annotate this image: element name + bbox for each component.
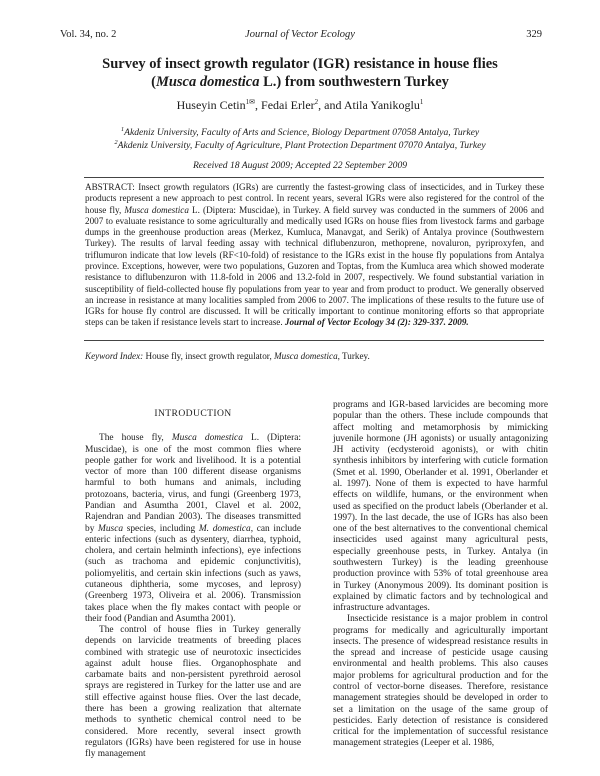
abstract-top-rule (84, 177, 544, 178)
title-species: Musca domestica (155, 74, 260, 90)
title-line-1: Survey of insect growth regulator (IGR) resistance in house flies (102, 56, 498, 72)
keyword-index: Keyword Index: House fly, insect growth regulator, Musca domestica, Turkey. (85, 351, 370, 361)
affiliation-1: $^1$Akdeniz University, Faculty of Arts and Science, Biology Department 07058 Antalya, Turkey (120, 126, 480, 139)
left-column (85, 408, 301, 760)
received-accepted-dates: Received 18 August 2009; Accepted 22 September 2009 (192, 160, 408, 171)
abstract-bottom-rule (84, 340, 544, 341)
author-list: Huseyin Cetin$^{1✉}$, Fedai Erler$^2$, and Atila Yanikoglu$^1$ (176, 98, 424, 112)
title-line-2: L.) from southwestern Turkey (259, 74, 449, 90)
author-3-affiliation: 1 (419, 98, 424, 106)
right-column (333, 400, 548, 750)
author-3: Atila Yanikoglu (343, 98, 420, 112)
author-2: Fedai Erler (261, 98, 315, 112)
intro-paragraph-1: The house fly, Musca domestica L. (Diptera: Muscidae), is one of the most common flies where people gather for work and livelihood. It is a potential vector of more than 100 different disease organisms harmful to both humans and animals, including protozoans, bacteria, virus, and fungi (Greenberg 1973, Pandian and Asumtha 2001, Clavel et al. 2002, Rajendran and Pandian 2003). The diseases transmitted by Musca species, including M. domestica, can include enteric infections (such as dysentery, diarrhea, typhoid, cholera, and certain helminth infections), eye infections (such as trachoma and epidemic conjunctivitis), poliomyelitis, and certain skin infections (such as yaws, cutaneous diphtheria, some mycoses, and leprosy) (Greenberg 1973, Oliveira et al. 2006). Transmission takes place when the fly makes contact with people or their food (Pandian and Asumtha 2001). (85, 433, 301, 624)
author-1: Huseyin Cetin (176, 98, 246, 112)
section-heading-introduction: INTRODUCTION (154, 408, 232, 419)
running-header-volume: Vol. 34, no. 2 (60, 29, 117, 40)
author-2-affiliation: 2 (314, 98, 319, 106)
author-1-affiliation: 1✉ (245, 98, 256, 106)
keyword-label: Keyword Index: (85, 351, 144, 361)
article-title: Survey of insect growth regulator (IGR) resistance in house flies (Musca domestica L.) from southwestern Turkey (102, 56, 498, 90)
running-header-journal: Journal of Vector Ecology (245, 29, 355, 40)
intro-paragraph-4: Insecticide resistance is a major problem in control programs for medically and agriculturally important insects. The presence of widespread resistance results in the spread and increase of pesticide usage causing environmental and health problems. This also causes major problems for agricultural production and for the control of vector-borne diseases. Therefore, resistance management strategies should be developed in order to set a limitation on the usage of the same group of pesticides. Early detection of resistance is considered critical for the implementation of successful resistance management strategies (Leeper et al. 1986, (333, 614, 548, 749)
page-number: 329 (526, 29, 542, 40)
intro-paragraph-3: programs and IGR-based larvicides are becoming more popular than the others. These include compounds that affect molting and metamorphosis by mimicking juvenile hormone (JH agonists) or usually antagonizing JH activity (ecdysteroid agonists), or with chitin synthesis inhibitors by interfering with cuticle formation (Smet et al. 1990, Oberlander et al. 1991, Oberlander et al. 1997). None of them is expected to have harmful effects on wildlife, humans, or the environment when used as specified on the product labels (Oberlander et al. 1997). In the last decade, the use of IGRs has also been one of the best alternatives to the conventional chemical insecticides used against many agricultural pests, especially greenhouse pests, in Turkey. Antalya (in southwestern Turkey) is the leading greenhouse production province with 53% of total greenhouse area in Turkey (Anonymous 2009). Its dominant position is explained by climatic factors and by technological and infrastructure advantages. (333, 400, 548, 614)
journal-citation: Journal of Vector Ecology 34 (2): 329-337. 2009. (284, 317, 469, 328)
intro-paragraph-2: The control of house flies in Turkey generally depends on larvicide treatments of breeding places combined with strategic use of neurotoxic insecticides against adult house flies. Organophosphate and carbamate baits and non-persistent pyrethroid aerosol sprays are registered in Turkey for the latter use and are still effective against house flies. Over the last decade, there has been a growing realization that alternate methods to synthetic chemical control need to be considered. More recently, several insect growth regulators (IGRs) have been registered for use in house fly management (85, 625, 301, 760)
abstract: ABSTRACT: Insect growth regulators (IGRs) are currently the fastest-growing class of insecticides, and in Turkey these products represent a new approach to pest control. In recent years, several IGRs were also registered for the control of the house fly, Musca domestica L. (Diptera: Muscidae), in Turkey. A field survey was conducted in the summers of 2006 and 2007 to evaluate resistance to some agriculturally and medically used IGRs on house flies from livestock farms and garbage dumps in the greenhouse production areas (Merkez, Kumluca, Manavgat, and Serik) of Antalya province (Southwestern Turkey). The results of larval feeding assay with technical diflubenzuron, methoprene, novaluron, pyriproxyfen, and triflumuron indicate that low levels (RF<10-fold) of resistance to the IGRs exist in the house fly populations from Antalya province. Exceptions, however, were two populations, Guzoren and Toptas, from the Kumluca area which showed moderate resistance to diflubenzuron with 11.8-fold in 2006 and 13.2-fold in 2007, respectively. We found substantial variation in susceptibility of field-collected house fly populations from year to year and from product to product. We generally observed an increase in resistance at many localities sampled from 2006 to 2007. The implications of these results to the future use of IGRs for house fly control are discussed. It will be critically important to continue monitoring efforts so that appropriate steps can be taken if resistance levels start to increase. Journal of Vector Ecology 34 (2): 329-337. 2009. (85, 182, 544, 328)
abstract-label: ABSTRACT: (85, 182, 135, 192)
affiliation-2: $^2$Akdeniz University, Faculty of Agriculture, Plant Protection Department 07070 Antalya, Turkey (114, 139, 486, 152)
